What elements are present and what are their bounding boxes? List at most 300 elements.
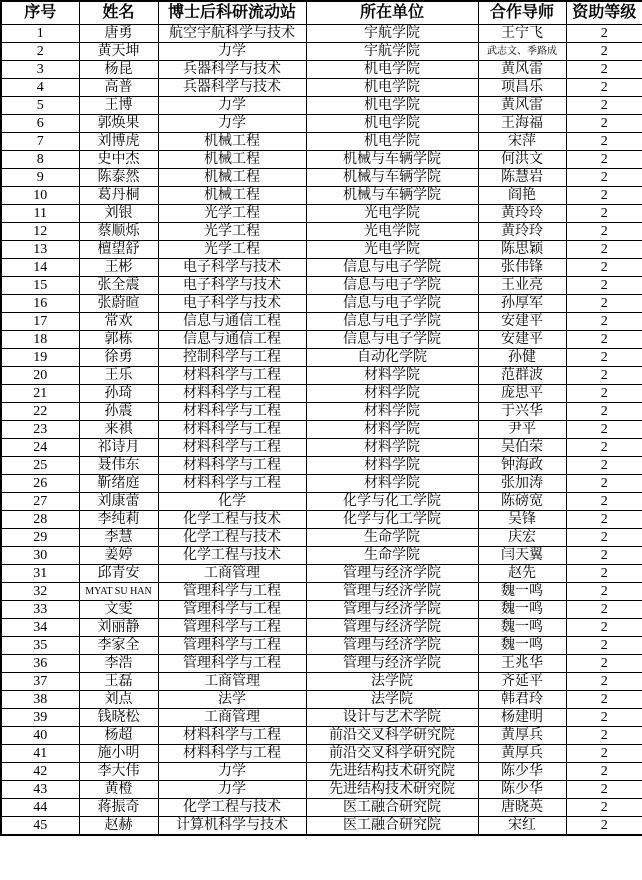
cell-name: 靳绪庭 [79,475,158,493]
table-row [1,385,642,403]
cell-supervisor: 庆宏 [478,529,566,547]
cell-seq: 4 [1,79,79,97]
cell-unit: 机械与车辆学院 [306,169,478,187]
cell-seq: 42 [1,763,79,781]
cell-name: 李纯莉 [79,511,158,529]
cell-grade: 2 [566,331,642,349]
cell-station: 力学 [158,781,306,799]
cell-station: 机械工程 [158,151,306,169]
cell-supervisor: 何洪文 [478,151,566,169]
cell-station: 机械工程 [158,133,306,151]
cell-station: 信息与通信工程 [158,331,306,349]
cell-unit: 材料学院 [306,385,478,403]
cell-station: 材料科学与工程 [158,475,306,493]
cell-supervisor: 黄风雷 [478,61,566,79]
table-row [1,25,642,43]
cell-unit: 信息与电子学院 [306,259,478,277]
cell-supervisor: 韩君玲 [478,691,566,709]
cell-name: 杨超 [79,727,158,745]
cell-seq: 27 [1,493,79,511]
cell-station: 化学 [158,493,306,511]
cell-unit: 光电学院 [306,205,478,223]
cell-supervisor: 宋萍 [478,133,566,151]
cell-station: 材料科学与工程 [158,745,306,763]
cell-name: 刘银 [79,205,158,223]
table-row [1,817,642,836]
cell-supervisor: 杨建明 [478,709,566,727]
table-row [1,61,642,79]
cell-grade: 2 [566,205,642,223]
table-row [1,583,642,601]
table-row [1,547,642,565]
cell-supervisor: 张伟锋 [478,259,566,277]
cell-name: 文雯 [79,601,158,619]
cell-grade: 2 [566,43,642,61]
cell-supervisor: 项昌乐 [478,79,566,97]
cell-seq: 10 [1,187,79,205]
cell-supervisor: 魏一鸣 [478,637,566,655]
cell-grade: 2 [566,637,642,655]
cell-station: 力学 [158,763,306,781]
cell-station: 控制科学与工程 [158,349,306,367]
table-row [1,637,642,655]
cell-station: 兵器科学与技术 [158,61,306,79]
cell-seq: 1 [1,25,79,43]
cell-station: 材料科学与工程 [158,727,306,745]
cell-supervisor: 孙健 [478,349,566,367]
cell-name: 王博 [79,97,158,115]
cell-unit: 法学院 [306,691,478,709]
cell-name: 常欢 [79,313,158,331]
cell-station: 材料科学与工程 [158,385,306,403]
cell-unit: 机电学院 [306,133,478,151]
cell-seq: 17 [1,313,79,331]
cell-grade: 2 [566,583,642,601]
cell-seq: 29 [1,529,79,547]
cell-station: 光学工程 [158,241,306,259]
cell-name: 王磊 [79,673,158,691]
cell-grade: 2 [566,421,642,439]
table-row [1,673,642,691]
cell-supervisor: 黄玲玲 [478,205,566,223]
cell-name: 孙琦 [79,385,158,403]
cell-supervisor: 陈思颖 [478,241,566,259]
cell-supervisor: 赵先 [478,565,566,583]
cell-name: 葛丹桐 [79,187,158,205]
cell-supervisor: 吴锋 [478,511,566,529]
cell-station: 机械工程 [158,187,306,205]
cell-name: 陈泰然 [79,169,158,187]
table-row [1,439,642,457]
cell-unit: 材料学院 [306,475,478,493]
cell-unit: 信息与电子学院 [306,331,478,349]
cell-seq: 9 [1,169,79,187]
cell-seq: 24 [1,439,79,457]
table-row [1,241,642,259]
cell-supervisor: 齐延平 [478,673,566,691]
cell-name: 邱青安 [79,565,158,583]
cell-name: 史中杰 [79,151,158,169]
cell-station: 材料科学与工程 [158,403,306,421]
cell-seq: 41 [1,745,79,763]
cell-station: 力学 [158,43,306,61]
cell-grade: 2 [566,565,642,583]
cell-station: 化学工程与技术 [158,547,306,565]
cell-grade: 2 [566,169,642,187]
cell-seq: 33 [1,601,79,619]
cell-name: 唐勇 [79,25,158,43]
table-row [1,619,642,637]
cell-grade: 2 [566,25,642,43]
cell-station: 工商管理 [158,709,306,727]
cell-seq: 44 [1,799,79,817]
cell-name: 郭焕果 [79,115,158,133]
cell-name: 李大伟 [79,763,158,781]
cell-unit: 机械与车辆学院 [306,151,478,169]
cell-seq: 35 [1,637,79,655]
table-row [1,727,642,745]
cell-grade: 2 [566,313,642,331]
cell-unit: 法学院 [306,673,478,691]
cell-supervisor: 孙厚军 [478,295,566,313]
cell-unit: 设计与艺术学院 [306,709,478,727]
cell-supervisor: 王海福 [478,115,566,133]
cell-grade: 2 [566,817,642,836]
cell-unit: 化学与化工学院 [306,511,478,529]
cell-supervisor: 尹平 [478,421,566,439]
cell-grade: 2 [566,277,642,295]
cell-supervisor: 庞思平 [478,385,566,403]
cell-name: 姜婷 [79,547,158,565]
cell-name: 赵赫 [79,817,158,836]
cell-name: 徐勇 [79,349,158,367]
cell-station: 工商管理 [158,673,306,691]
table-row [1,205,642,223]
cell-station: 管理科学与工程 [158,583,306,601]
cell-unit: 信息与电子学院 [306,313,478,331]
cell-grade: 2 [566,439,642,457]
table-row [1,259,642,277]
cell-unit: 机电学院 [306,61,478,79]
cell-grade: 2 [566,403,642,421]
cell-supervisor: 黄玲玲 [478,223,566,241]
cell-station: 机械工程 [158,169,306,187]
cell-supervisor: 宋红 [478,817,566,836]
cell-unit: 材料学院 [306,403,478,421]
table-row [1,655,642,673]
cell-name: 杨昆 [79,61,158,79]
cell-seq: 19 [1,349,79,367]
table-row [1,169,642,187]
cell-grade: 2 [566,763,642,781]
cell-seq: 25 [1,457,79,475]
cell-grade: 2 [566,457,642,475]
cell-name: 施小明 [79,745,158,763]
cell-name: 钱晓松 [79,709,158,727]
table-row [1,349,642,367]
cell-unit: 生命学院 [306,547,478,565]
cell-station: 管理科学与工程 [158,619,306,637]
cell-unit: 管理与经济学院 [306,637,478,655]
cell-station: 材料科学与工程 [158,439,306,457]
cell-unit: 机电学院 [306,115,478,133]
cell-seq: 20 [1,367,79,385]
cell-supervisor: 阎艳 [478,187,566,205]
cell-grade: 2 [566,367,642,385]
cell-unit: 机电学院 [306,97,478,115]
cell-station: 信息与通信工程 [158,313,306,331]
cell-grade: 2 [566,223,642,241]
cell-seq: 14 [1,259,79,277]
table-row [1,709,642,727]
cell-unit: 机械与车辆学院 [306,187,478,205]
cell-seq: 3 [1,61,79,79]
cell-supervisor: 唐晓英 [478,799,566,817]
cell-supervisor: 安建平 [478,313,566,331]
cell-grade: 2 [566,781,642,799]
cell-unit: 自动化学院 [306,349,478,367]
table-row [1,187,642,205]
table-row [1,79,642,97]
cell-grade: 2 [566,259,642,277]
cell-seq: 15 [1,277,79,295]
cell-supervisor: 黄厚兵 [478,727,566,745]
cell-supervisor: 魏一鸣 [478,619,566,637]
cell-station: 化学工程与技术 [158,529,306,547]
cell-seq: 39 [1,709,79,727]
cell-grade: 2 [566,691,642,709]
cell-station: 材料科学与工程 [158,421,306,439]
cell-supervisor: 陈少华 [478,763,566,781]
column-header-grade: 资助等级 [566,1,642,25]
table-row [1,295,642,313]
cell-grade: 2 [566,133,642,151]
cell-station: 航空宇航科学与技术 [158,25,306,43]
cell-name: 刘点 [79,691,158,709]
table-row [1,151,642,169]
cell-grade: 2 [566,673,642,691]
cell-name: 祁诗月 [79,439,158,457]
cell-grade: 2 [566,97,642,115]
table-row [1,367,642,385]
cell-seq: 21 [1,385,79,403]
table-row [1,475,642,493]
table-row [1,421,642,439]
cell-supervisor: 安建平 [478,331,566,349]
table-row [1,43,642,61]
cell-seq: 6 [1,115,79,133]
cell-seq: 8 [1,151,79,169]
cell-supervisor: 魏一鸣 [478,583,566,601]
table-row [1,403,642,421]
cell-seq: 32 [1,583,79,601]
cell-grade: 2 [566,799,642,817]
cell-grade: 2 [566,349,642,367]
cell-seq: 28 [1,511,79,529]
cell-supervisor: 王业亮 [478,277,566,295]
cell-name: 蒋振奇 [79,799,158,817]
table-row [1,493,642,511]
table-row [1,223,642,241]
cell-supervisor: 于兴华 [478,403,566,421]
cell-station: 化学工程与技术 [158,799,306,817]
cell-supervisor: 王兆华 [478,655,566,673]
cell-grade: 2 [566,115,642,133]
table-row [1,565,642,583]
cell-station: 光学工程 [158,223,306,241]
cell-name: 王乐 [79,367,158,385]
cell-unit: 材料学院 [306,457,478,475]
table-row [1,691,642,709]
table-row [1,799,642,817]
cell-grade: 2 [566,493,642,511]
cell-station: 光学工程 [158,205,306,223]
cell-name: 王彬 [79,259,158,277]
cell-grade: 2 [566,79,642,97]
table-body [1,25,642,836]
cell-supervisor: 王宁飞 [478,25,566,43]
column-header-unit: 所在单位 [306,1,478,25]
cell-station: 法学 [158,691,306,709]
table-row [1,601,642,619]
cell-station: 化学工程与技术 [158,511,306,529]
cell-station: 管理科学与工程 [158,637,306,655]
cell-seq: 5 [1,97,79,115]
cell-name: 来祺 [79,421,158,439]
cell-name: 李浩 [79,655,158,673]
cell-name: 李家全 [79,637,158,655]
cell-supervisor: 钟海政 [478,457,566,475]
cell-seq: 37 [1,673,79,691]
cell-unit: 信息与电子学院 [306,295,478,313]
cell-supervisor: 黄厚兵 [478,745,566,763]
cell-name: 刘康蕾 [79,493,158,511]
cell-station: 力学 [158,115,306,133]
cell-seq: 7 [1,133,79,151]
cell-station: 材料科学与工程 [158,367,306,385]
cell-supervisor: 吴伯荣 [478,439,566,457]
cell-unit: 生命学院 [306,529,478,547]
cell-name: 聂伟东 [79,457,158,475]
cell-supervisor: 陈少华 [478,781,566,799]
cell-grade: 2 [566,511,642,529]
cell-unit: 材料学院 [306,421,478,439]
cell-grade: 2 [566,295,642,313]
cell-station: 管理科学与工程 [158,601,306,619]
cell-station: 工商管理 [158,565,306,583]
cell-grade: 2 [566,619,642,637]
cell-seq: 30 [1,547,79,565]
cell-supervisor: 武志文、季路成 [478,43,566,61]
cell-unit: 光电学院 [306,241,478,259]
cell-unit: 医工融合研究院 [306,817,478,836]
cell-unit: 宇航学院 [306,43,478,61]
table-row [1,133,642,151]
cell-grade: 2 [566,727,642,745]
cell-station: 兵器科学与技术 [158,79,306,97]
cell-unit: 医工融合研究院 [306,799,478,817]
cell-unit: 光电学院 [306,223,478,241]
cell-unit: 材料学院 [306,439,478,457]
cell-grade: 2 [566,475,642,493]
cell-unit: 管理与经济学院 [306,565,478,583]
cell-name: 刘丽静 [79,619,158,637]
cell-name: 蔡顺烁 [79,223,158,241]
cell-seq: 40 [1,727,79,745]
cell-seq: 11 [1,205,79,223]
cell-grade: 2 [566,547,642,565]
cell-supervisor: 黄风雷 [478,97,566,115]
table-row [1,97,642,115]
cell-unit: 管理与经济学院 [306,619,478,637]
column-header-name: 姓名 [79,1,158,25]
cell-seq: 13 [1,241,79,259]
cell-seq: 12 [1,223,79,241]
table-row [1,763,642,781]
cell-seq: 26 [1,475,79,493]
cell-seq: 34 [1,619,79,637]
table-row [1,529,642,547]
cell-unit: 先进结构技术研究院 [306,763,478,781]
cell-station: 材料科学与工程 [158,457,306,475]
cell-grade: 2 [566,709,642,727]
cell-supervisor: 闫天翼 [478,547,566,565]
cell-grade: 2 [566,745,642,763]
cell-grade: 2 [566,241,642,259]
cell-grade: 2 [566,385,642,403]
cell-name: 郭栋 [79,331,158,349]
cell-supervisor: 范群波 [478,367,566,385]
table-row [1,511,642,529]
table-row [1,277,642,295]
cell-grade: 2 [566,187,642,205]
cell-station: 管理科学与工程 [158,655,306,673]
cell-name: 李慧 [79,529,158,547]
cell-unit: 前沿交叉科学研究院 [306,745,478,763]
cell-unit: 管理与经济学院 [306,655,478,673]
cell-station: 电子科学与技术 [158,277,306,295]
cell-seq: 22 [1,403,79,421]
cell-supervisor: 魏一鸣 [478,601,566,619]
cell-grade: 2 [566,529,642,547]
cell-name: 刘博虎 [79,133,158,151]
cell-supervisor: 陈磅宽 [478,493,566,511]
table-row [1,457,642,475]
cell-grade: 2 [566,601,642,619]
table-row [1,781,642,799]
cell-seq: 43 [1,781,79,799]
cell-grade: 2 [566,61,642,79]
cell-unit: 前沿交叉科学研究院 [306,727,478,745]
table-row [1,331,642,349]
cell-unit: 管理与经济学院 [306,583,478,601]
cell-supervisor: 陈慧岩 [478,169,566,187]
cell-seq: 16 [1,295,79,313]
cell-unit: 信息与电子学院 [306,277,478,295]
column-header-seq: 序号 [1,1,79,25]
cell-unit: 先进结构技术研究院 [306,781,478,799]
cell-name: 孙震 [79,403,158,421]
header-row [1,1,642,25]
table-row [1,745,642,763]
cell-unit: 机电学院 [306,79,478,97]
cell-name: 高普 [79,79,158,97]
cell-seq: 2 [1,43,79,61]
cell-seq: 31 [1,565,79,583]
cell-name: 黄天坤 [79,43,158,61]
cell-station: 力学 [158,97,306,115]
cell-seq: 45 [1,817,79,836]
